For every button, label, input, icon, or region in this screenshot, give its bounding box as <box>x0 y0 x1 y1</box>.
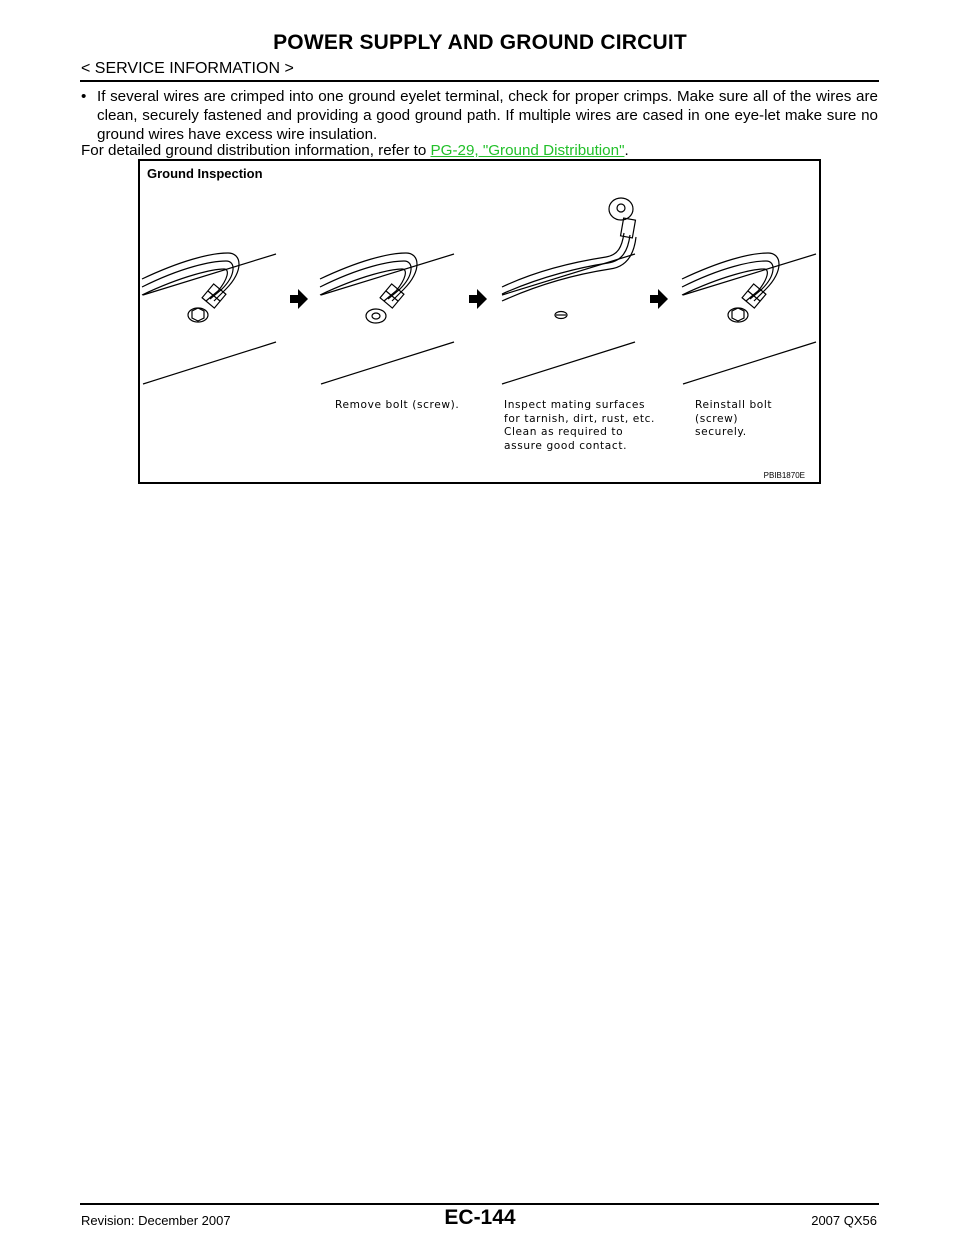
panel-inspect-surface <box>502 198 636 384</box>
bullet-symbol: • <box>81 88 87 105</box>
panel-bolt-reinstalled <box>682 253 816 384</box>
caption-remove-bolt: Remove bolt (screw). <box>335 399 460 411</box>
figure-title: Ground Inspection <box>147 166 263 181</box>
revision-date: Revision: December 2007 <box>81 1213 231 1228</box>
footer-rule <box>80 1203 879 1205</box>
caption-inspect-surfaces: Inspect mating surfaces for tarnish, dirt, rust, etc. Clean as required to assure good contact. <box>504 399 656 452</box>
page-title: POWER SUPPLY AND GROUND CIRCUIT <box>273 31 687 54</box>
bullet-paragraph <box>81 87 878 144</box>
section-label: < SERVICE INFORMATION > <box>81 60 294 77</box>
reference-prefix: For detailed ground distribution information, refer to <box>81 142 431 159</box>
reference-link[interactable]: PG-29, "Ground Distribution" <box>430 142 625 159</box>
page-number: EC-144 <box>444 1206 516 1229</box>
panel-bolted-terminal <box>142 253 276 384</box>
panel-bolt-removed <box>320 253 454 384</box>
ground-inspection-figure <box>138 159 821 484</box>
vehicle-model: 2007 QX56 <box>811 1213 877 1228</box>
step-arrow-icon <box>290 289 308 309</box>
bullet-text: If several wires are crimped into one ground eyelet terminal, check for proper crimps. Make sure all of the wires are clean, securely fastened and providing a good ground path. If multiple wires are cased in one eye-let make sure no ground wires have excess wire insulation. <box>97 88 878 143</box>
caption-reinstall-bolt: Reinstall bolt (screw) securely. <box>695 399 773 438</box>
header-rule <box>80 80 879 82</box>
reference-suffix: . <box>624 142 629 159</box>
reference-line <box>81 141 629 160</box>
step-arrow-icon <box>650 289 668 309</box>
figure-code: PBIB1870E <box>763 471 805 480</box>
step-arrow-icon <box>469 289 487 309</box>
